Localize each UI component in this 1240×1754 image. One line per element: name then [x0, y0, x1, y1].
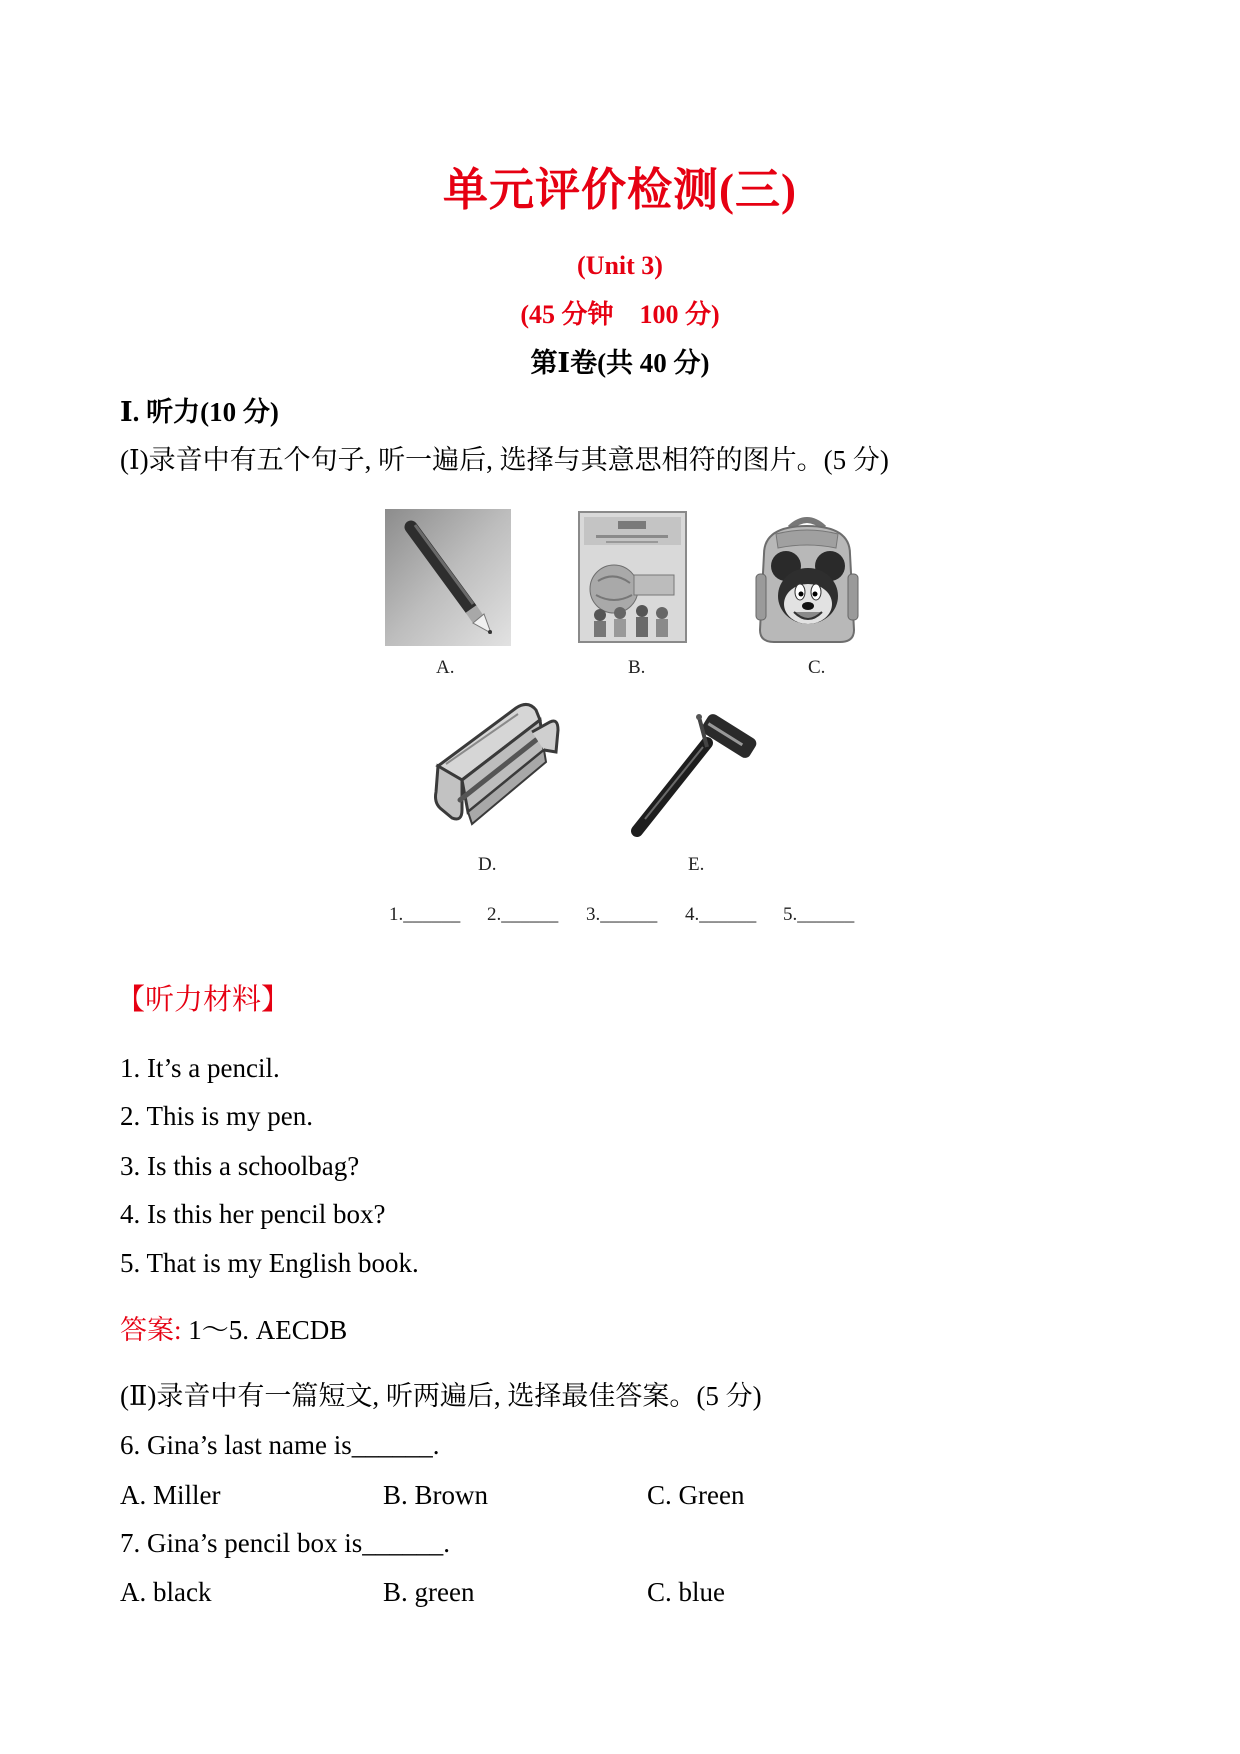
picture-label-a: A.: [436, 657, 455, 678]
english-book-image: [578, 511, 687, 643]
question-7-stem: 7. Gina’s pencil box is______.: [120, 1528, 450, 1558]
pencil-box-icon: [432, 700, 562, 831]
book-icon: [578, 511, 687, 643]
part2-instruction: (Ⅱ)录音中有一篇短文, 听两遍后, 选择最佳答案。(5 分): [120, 1381, 762, 1411]
listening-sentence-4: 4. Is this her pencil box?: [120, 1199, 386, 1229]
answer-line: [120, 1314, 347, 1346]
pencil-box-image: [432, 700, 562, 831]
picture-label-d: D.: [478, 854, 497, 875]
picture-label-e: E.: [688, 854, 705, 875]
pencil-icon: [385, 509, 511, 646]
answer-blank-3: 3.______: [586, 904, 658, 925]
answer-blank-4: 4.______: [685, 904, 757, 925]
question-6-option-c: C. Green: [647, 1480, 745, 1510]
volume-heading: 第Ⅰ卷(共 40 分): [530, 348, 710, 378]
listening-material-heading: 【听力材料】: [116, 984, 291, 1016]
time-score-label: (45 分钟 100 分): [520, 300, 720, 329]
part1-instruction: (Ⅰ)录音中有五个句子, 听一遍后, 选择与其意思相符的图片。(5 分): [120, 445, 889, 475]
picture-label-c: C.: [808, 657, 826, 678]
answer-blank-2: 2.______: [487, 904, 559, 925]
listening-sentence-5: 5. That is my English book.: [120, 1248, 419, 1278]
unit-label: (Unit 3): [577, 251, 663, 280]
question-6-option-a: A. Miller: [120, 1480, 221, 1510]
pen-image: [623, 707, 760, 840]
picture-label-b: B.: [628, 657, 646, 678]
question-7-option-b: B. green: [383, 1577, 475, 1607]
pen-icon: [623, 707, 760, 840]
listening-sentence-1: 1. It’s a pencil.: [120, 1053, 280, 1083]
section-heading-listening: Ⅰ. 听力(10 分): [120, 397, 279, 427]
question-6-stem: 6. Gina’s last name is______.: [120, 1430, 440, 1460]
question-7-option-c: C. blue: [647, 1577, 725, 1607]
answer-blank-1: 1.______: [389, 904, 461, 925]
listening-sentence-3: 3. Is this a schoolbag?: [120, 1151, 360, 1181]
listening-sentence-2: 2. This is my pen.: [120, 1101, 314, 1131]
answer-text: 1～5. AECDB: [188, 1315, 348, 1345]
question-6-option-b: B. Brown: [383, 1480, 489, 1510]
answer-label: 答案:: [120, 1315, 182, 1345]
question-7-option-a: A. black: [120, 1577, 212, 1607]
schoolbag-image: [750, 514, 865, 648]
schoolbag-icon: [750, 514, 865, 648]
page-title: 单元评价检测(三): [443, 165, 797, 215]
answer-blank-5: 5.______: [783, 904, 855, 925]
pencil-image: [385, 509, 511, 646]
